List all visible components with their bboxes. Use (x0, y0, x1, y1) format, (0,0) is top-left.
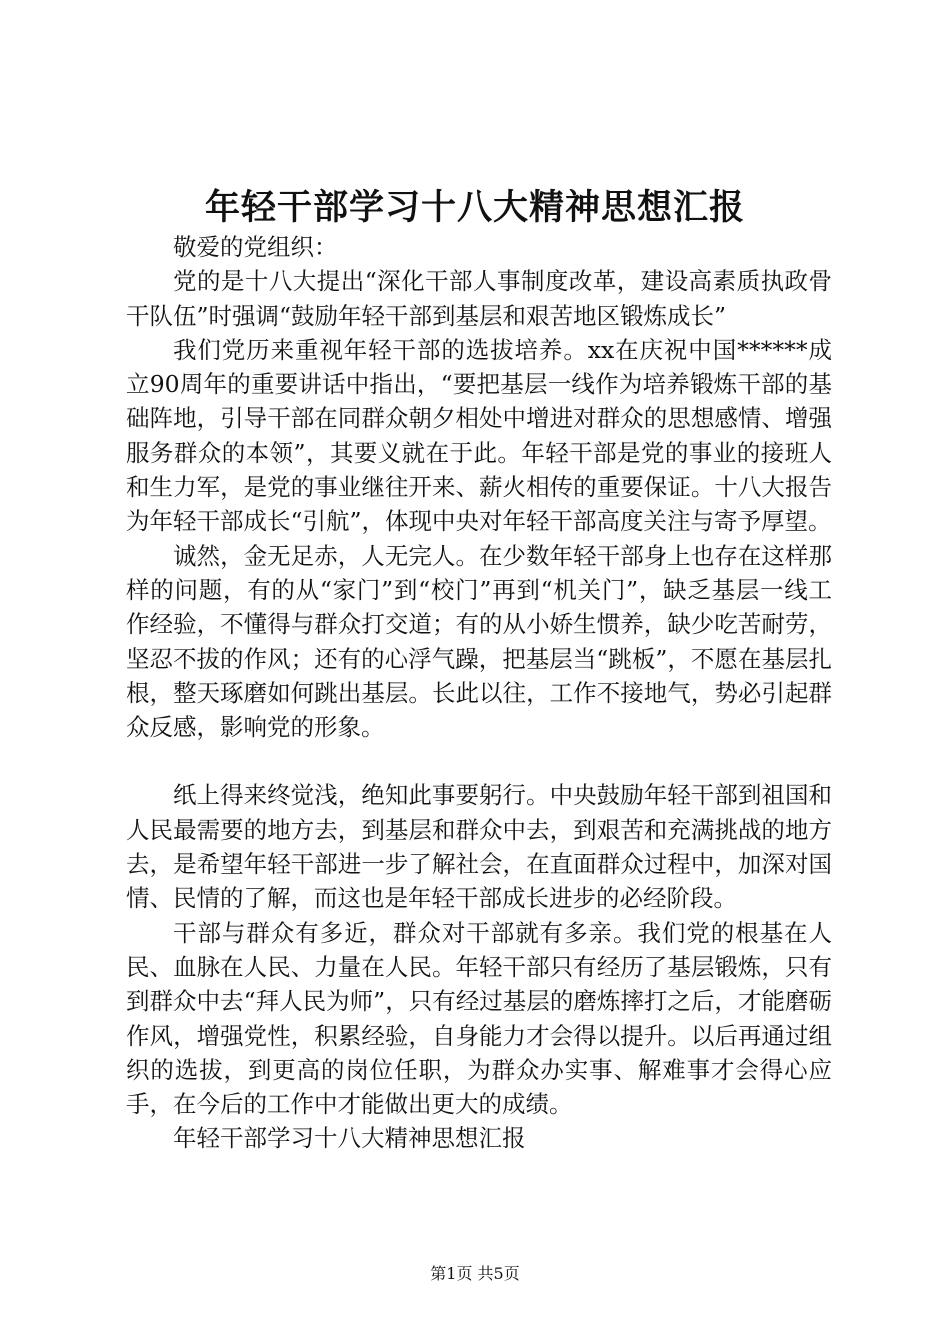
body-paragraph: 纸上得来终觉浅，绝知此事要躬行。中央鼓励年轻干部到祖国和人民最需要的地方去，到基层和群众中去，到艰苦和充满挑战的地方去，是希望年轻干部进一步了解社会，在直面群众过程中，加深对国情、民情的了解，而这也是年轻干部成长进步的必经阶段。 (126, 781, 832, 913)
salutation-paragraph: 敬爱的党组织： (173, 233, 338, 261)
body-paragraph: 党的是十八大提出“深化干部人事制度改革，建设高素质执政骨干队伍”时强调“鼓励年轻干部到基层和艰苦地区锻炼成长” (126, 267, 832, 330)
document-body (126, 230, 832, 1156)
document-title: 年轻干部学习十八大精神思想汇报 (204, 187, 745, 228)
body-paragraph: 干部与群众有多近，群众对干部就有多亲。我们党的根基在人民、血脉在人民、力量在人民。年轻干部只有经历了基层锻炼，只有到群众中去“拜人民为师”，只有经过基层的磨炼摔打之后，才能磨砺作风，增强党性，积累经验，自身能力才会得以提升。以后再通过组织的选拔，到更高的岗位任职，为群众办实事、解难事才会得心应手，在今后的工作中才能做出更大的成绩。 (126, 918, 832, 1119)
page-number-footer: 第1页 共5页 (430, 1264, 520, 1283)
closing-title-paragraph: 年轻干部学习十八大精神思想汇报 (173, 1124, 526, 1153)
body-paragraph: 诚然，金无足赤，人无完人。在少数年轻干部身上也存在这样那样的问题，有的从“家门”到“校门”再到“机关门”，缺乏基层一线工作经验，不懂得与群众打交道；有的从小娇生惯养，缺少吃苦耐劳，坚忍不拔的作风；还有的心浮气躁，把基层当“跳板”，不愿在基层扎根，整天琢磨如何跳出基层。长此以往，工作不接地气，势必引起群众反感，影响党的形象。 (126, 541, 832, 742)
body-paragraph: 我们党历来重视年轻干部的选拔培养。xx在庆祝中国******成立90周年的重要讲话中指出，“要把基层一线作为培养锻炼干部的基础阵地，引导干部在同群众朝夕相处中增进对群众的思想感情、增强服务群众的本领”，其要义就在于此。年轻干部是党的事业的接班人和生力军，是党的事业继往开来、薪火相传的重要保证。十八大报告为年轻干部成长“引航”，体现中央对年轻干部高度关注与寄予厚望。 (126, 335, 832, 536)
